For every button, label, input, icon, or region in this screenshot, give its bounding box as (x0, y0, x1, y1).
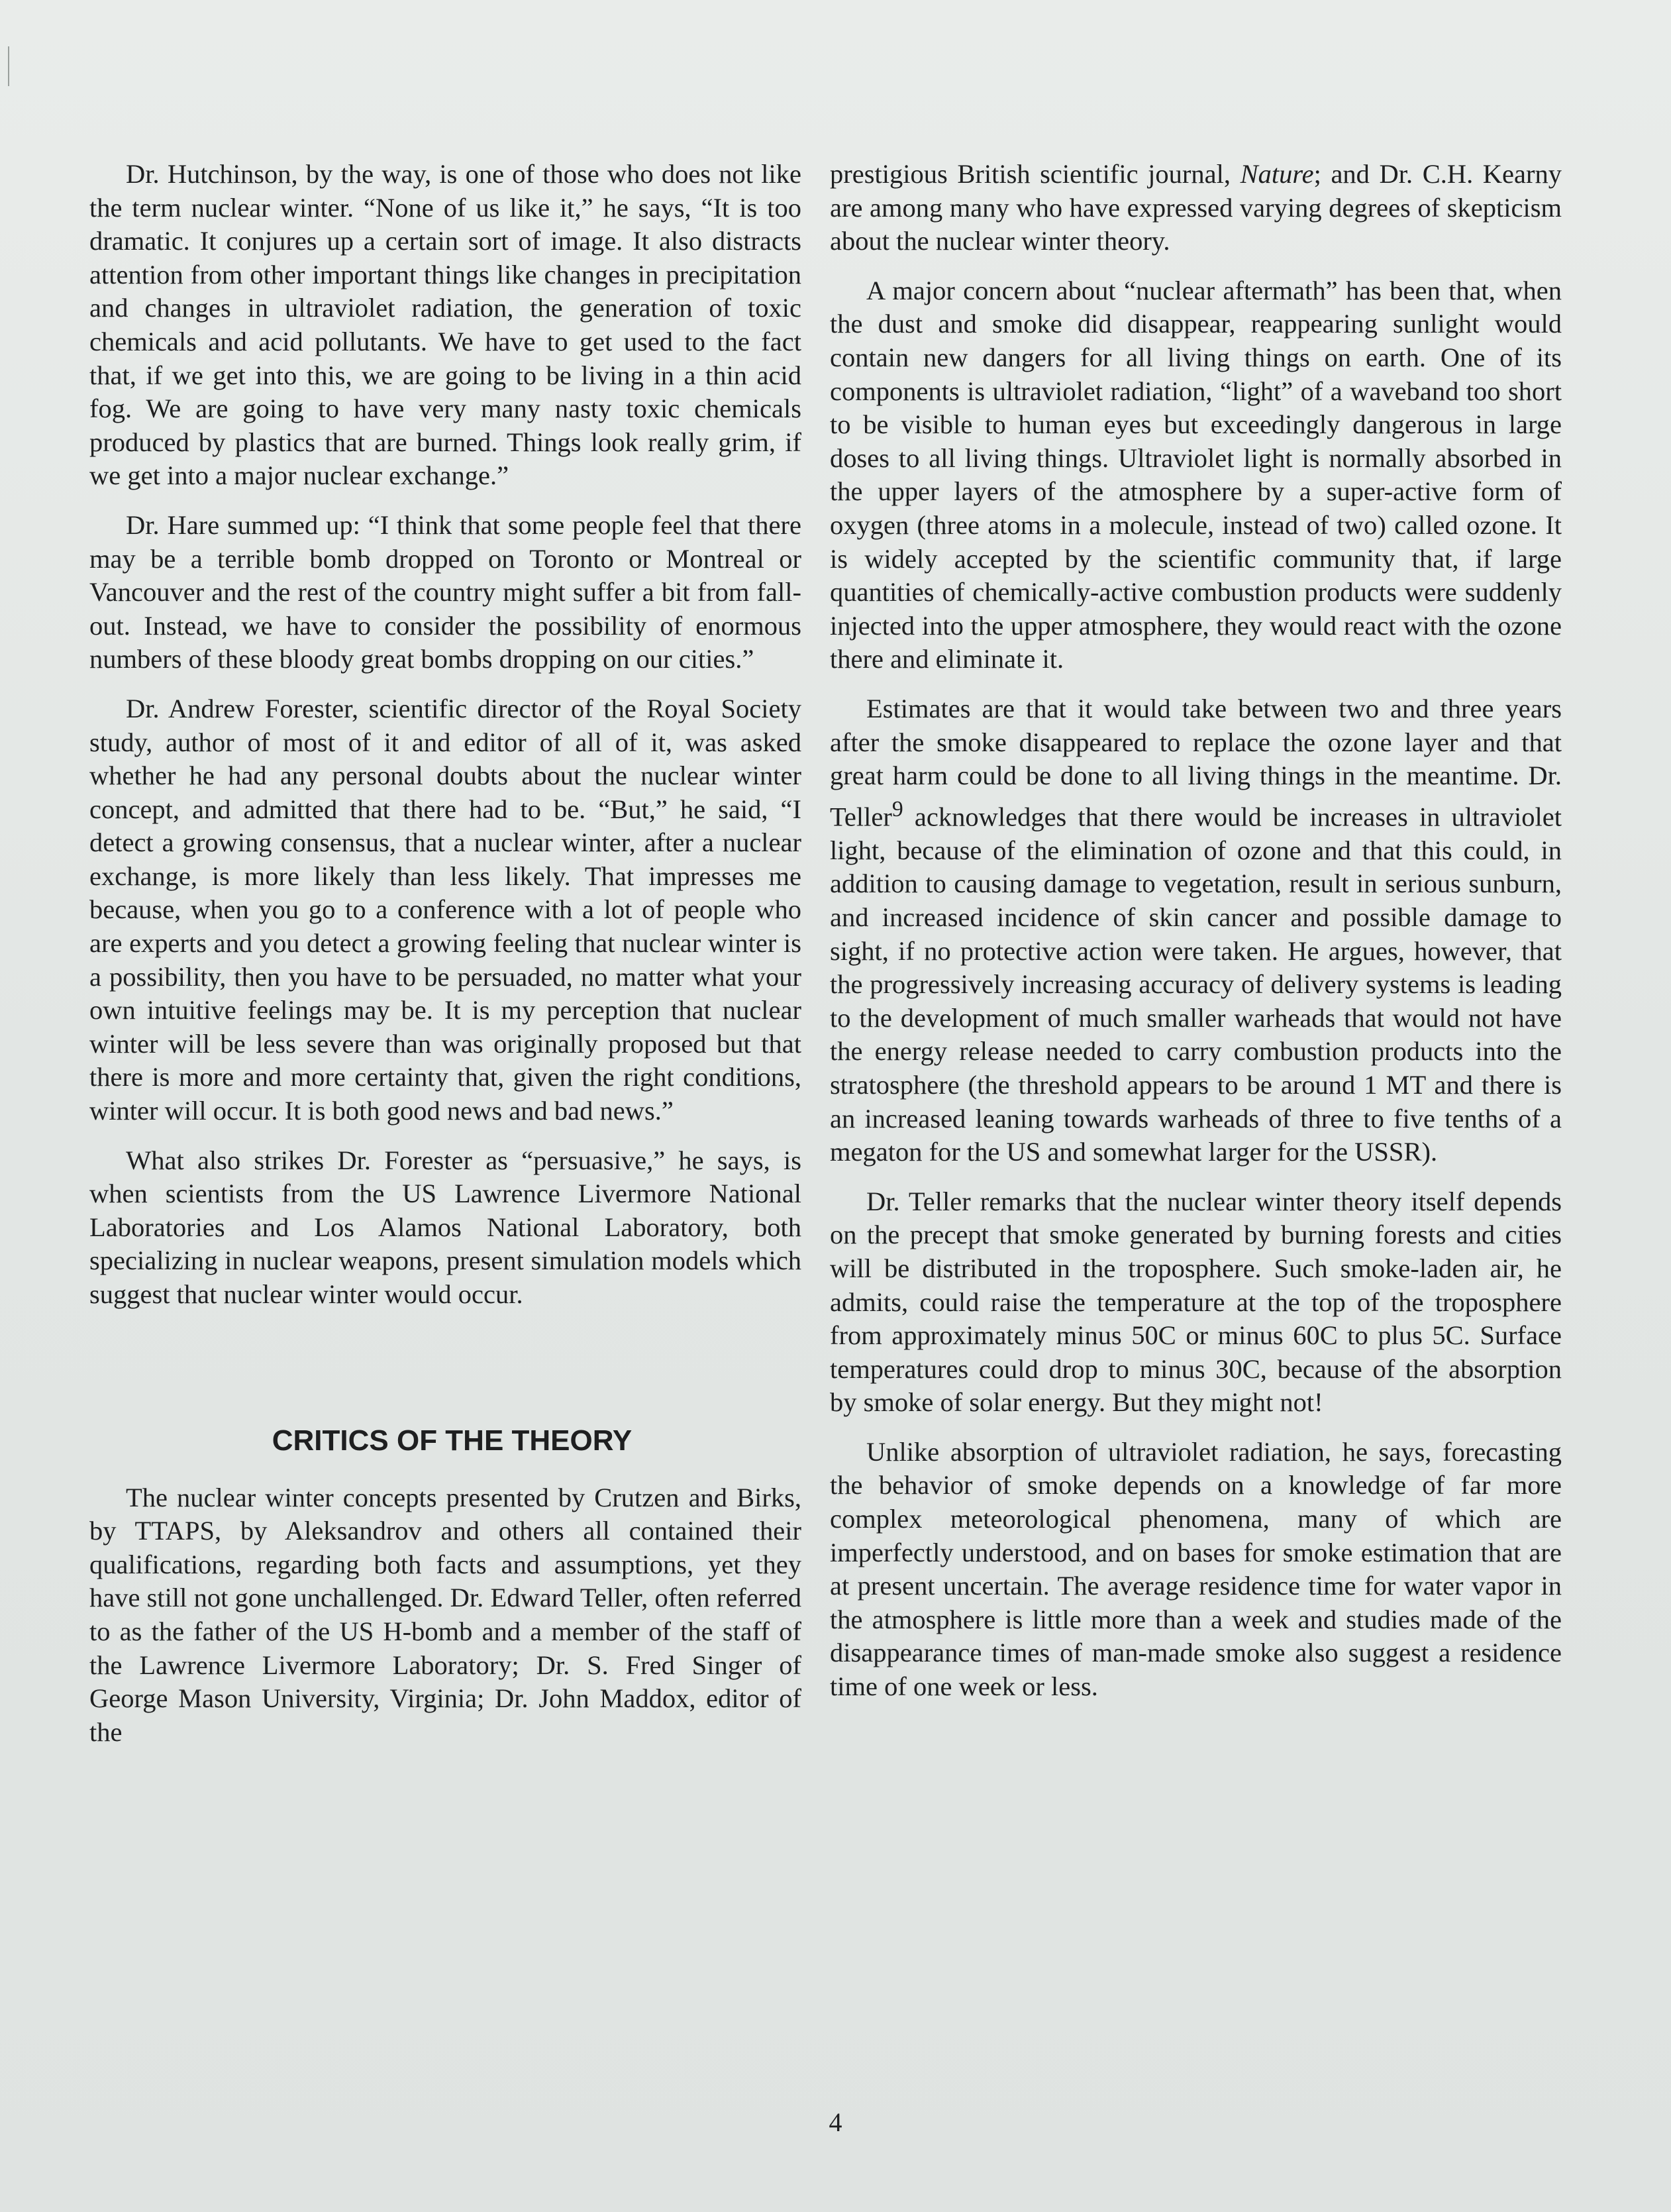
left-column (89, 158, 801, 1765)
paragraph-teller: Dr. Teller remarks that the nuclear winter theory itself depends on the precept that smoke generated by burning forests and cities will be distributed in the troposphere. Such smoke-laden air, he admits, could raise the temperature at the top of the troposphere from approximately minus 50C or minus 60C to plus 5C. Surface temperatures could drop to minus 30C, because of the absorption by smoke of solar energy. But they might not! (830, 1186, 1562, 1418)
paragraph-unlike: Unlike absorption of ultraviolet radiation, he says, forecasting the behavior of smoke depends on a knowledge of far more complex meteorological phenomena, many of which are imperfectly understood, and on bases for smoke estimation that are at present uncertain. The average residence time for water vapor in the atmosphere is little more than a week and studies made of the disappearance times of man-made smoke also suggest a residence time of one week or less. (830, 1436, 1562, 1702)
paragraph-forester: Dr. Andrew Forester, scientific director of the Royal Society study, author of most of it and editor of all of it, was asked whether he had any personal doubts about the nuclear winter concept, and admitted that there had to be. “But,” he said, “I detect a growing consensus, that a nuclear winter, after a nuclear exchange, is more likely than less likely. That impresses me because, when you go to a conference with a lot of people who are experts and you detect a growing feeling that nuclear winter is a possibility, then you have to be persuaded, no matter what your own intuitive feelings may be. It is my perception that nuclear winter will be less severe than was originally proposed but that there is more and more certainty that, given the right conditions, winter will occur. It is both good news and bad news.” (89, 693, 801, 1126)
paragraph-ozone: A major concern about “nuclear aftermath” has been that, when the dust and smoke did disappear, reappearing sunlight would contain new dangers for all living things on earth. One of its components is ultraviolet radiation, “light” of a waveband too short to be visible to human eyes but exceedingly dangerous in large doses to all living things. Ultraviolet light is normally absorbed in the upper layers of the atmosphere by a super-active form of oxygen (three atoms in a molecule, instead of two) called ozone. It is widely accepted by the scientific community that, if large quantities of chemically-active combustion products were suddenly injected into the upper atmosphere, they would react with the ozone there and eliminate it. (830, 275, 1562, 674)
footnote-ref: 9 (891, 796, 903, 821)
margin-mark (8, 46, 9, 86)
paragraph-critics: The nuclear winter concepts presented by Crutzen and Birks, by TTAPS, by Aleksandrov and others all contained their qualifications, regarding both facts and assumptions, yet they have still not gone unchallenged. Dr. Edward Teller, often referred to as the father of the US H-bomb and a member of the staff of the Lawrence Livermore Laboratory; Dr. S. Fred Singer of George Mason University, Virginia; Dr. John Maddox, editor of the (89, 1482, 801, 1747)
right-column (830, 158, 1562, 1720)
paragraph-continuation (830, 158, 1562, 258)
continuation-text-start: prestigious British scientific journal, (830, 159, 1241, 189)
paragraph-persuasive: What also strikes Dr. Forester as “persuasive,” he says, is when scientists from the US Lawrence Livermore National Laboratories and Los Alamos National Laboratory, both specializing in nuclear weapons, present simulation models which suggest that nuclear winter would occur. (89, 1145, 801, 1309)
paragraph-estimates (830, 692, 1562, 1169)
estimates-text-end: acknowledges that there would be increases in ultraviolet light, because of the elimination of ozone and that this could, in addition to causing damage to vegetation, result in serious sunburn, and increased incidence of skin cancer and possible damage to sight, if no protective action were taken. He argues, however, that the progressively increasing accuracy of delivery systems is leading to the development of much smaller warheads that would not have the energy release needed to carry combustion products into the stratosphere (the threshold appears to be around 1 MT and there is an increased leaning towards warheads of three to five tenths of a megaton for the US and somewhat larger for the USSR). (830, 802, 1562, 1167)
estimates-text-start: Estimates are that it would take between two and three years after the smoke disappeared to replace the ozone layer and that great harm could be done to all living things in the meantime. Dr. Teller (830, 693, 1562, 832)
paragraph-hutchinson: Dr. Hutchinson, by the way, is one of those who does not like the term nuclear winter. “None of us like it,” he says, “It is too dramatic. It conjures up a certain sort of image. It also distracts attention from other important things like changes in precipitation and changes in ultraviolet radiation, the generation of toxic chemicals and acid pollutants. We have to get used to the fact that, if we get into this, we are going to be living in a thin acid fog. We are going to have very many nasty toxic chemicals produced by plastics that are burned. Things look really grim, if we get into a major nuclear exchange.” (89, 159, 801, 491)
page-number: 4 (829, 2107, 842, 2137)
paragraph-hare: Dr. Hare summed up: “I think that some people feel that there may be a terrible bomb dropped on Toronto or Montreal or Vancouver and the rest of the country might suffer a bit from fall-out. Instead, we have to consider the possibility of enormous numbers of these bloody great bombs dropping on our cities.” (89, 509, 801, 674)
section-heading: CRITICS OF THE THEORY (272, 1424, 633, 1457)
continuation-text-end: ; and Dr. C.H. Kearny are among many who have expressed varying degrees of skepticism about the nuclear winter theory. (830, 159, 1562, 256)
journal-title: Nature (1240, 159, 1314, 189)
